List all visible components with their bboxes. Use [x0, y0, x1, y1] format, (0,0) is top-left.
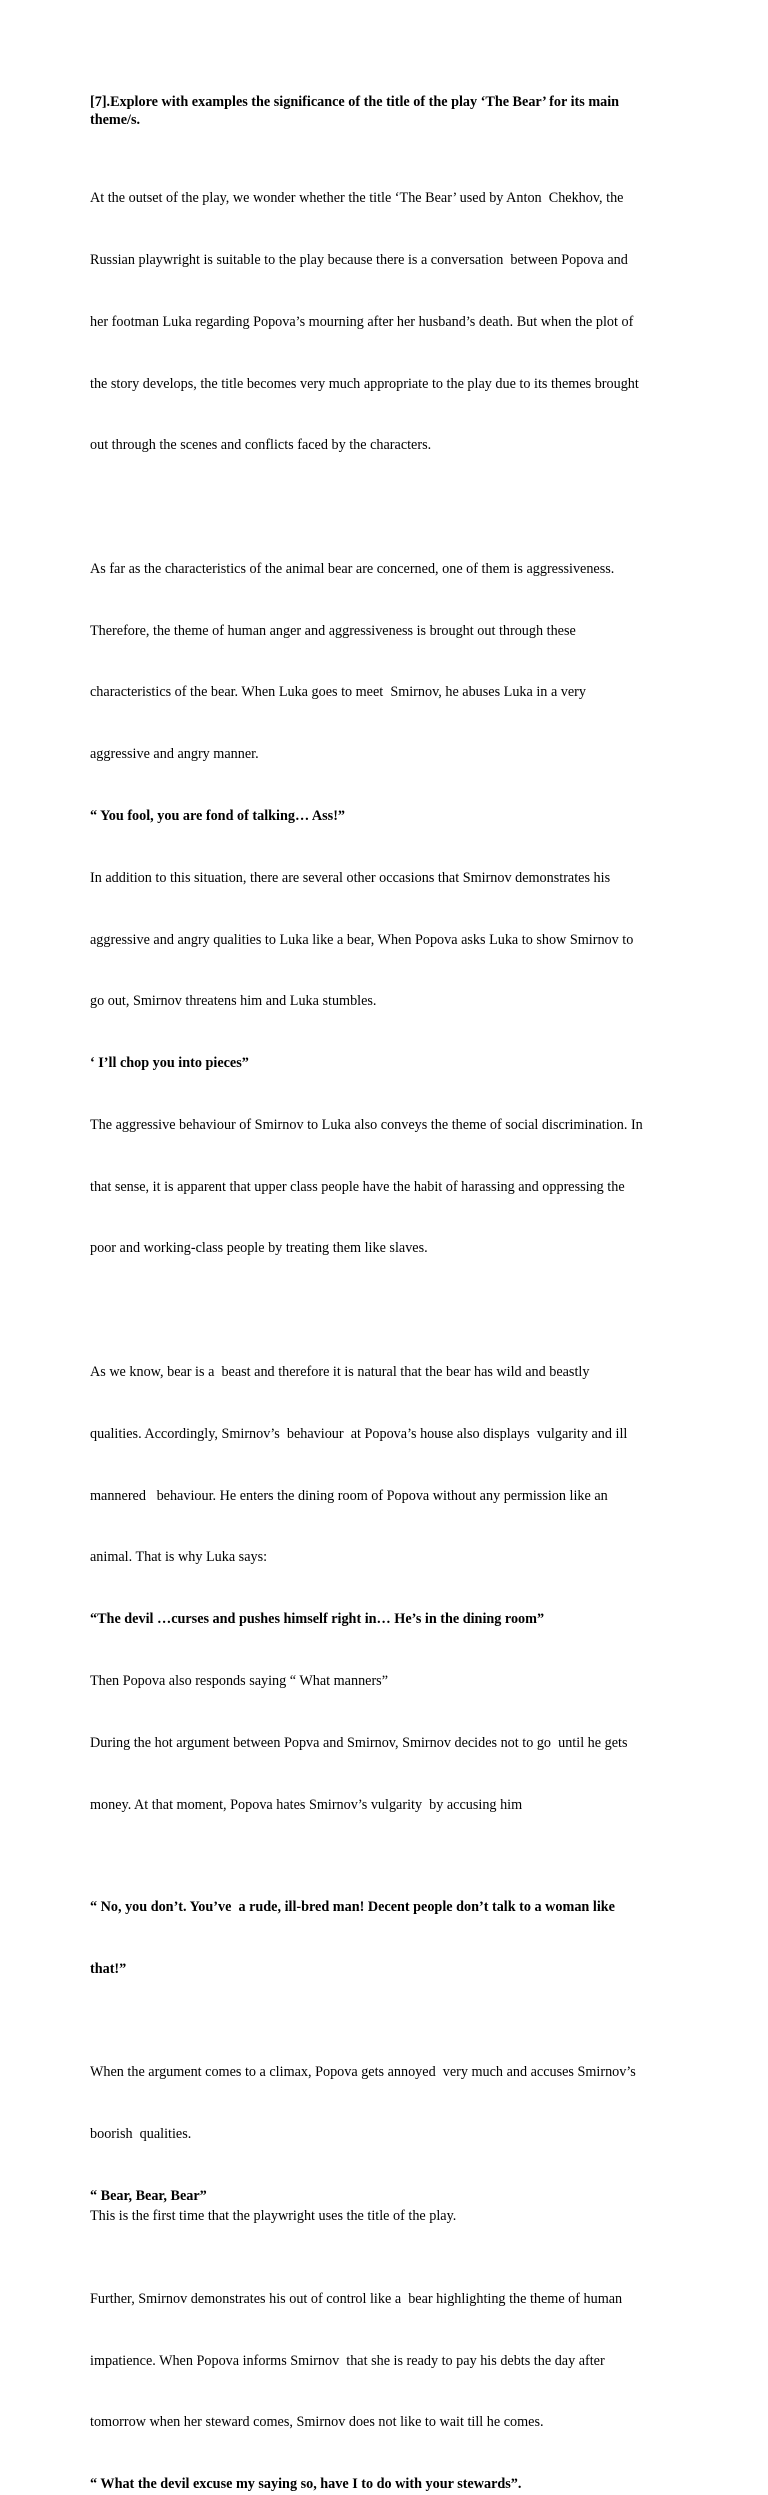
quote-chop: ‘ I’ll chop you into pieces”: [90, 1055, 249, 1072]
impatience-paragraph: Further, Smirnov demonstrates his out of control like a bear highlighting the theme of human impatience. When Popova informs Smirnov that she is ready to pay his debts the day after tomorrow when her steward comes, Smirnov does not like to wait till he comes.: [90, 2290, 623, 2431]
discrimination-paragraph: The aggressive behaviour of Smirnov to Luka also conveys the theme of social discrimination. In that sense, it is apparent that upper class people have the habit of harassing and oppressing the poor and working-class people by treating them like slaves.: [90, 1116, 643, 1257]
quote-fool: “ You fool, you are fond of talking… Ass!”: [90, 808, 346, 824]
first-time-title-line: This is the first time that the playwright uses the title of the play.: [90, 2208, 457, 2225]
aggressiveness-paragraph: As far as the characteristics of the animal bear are concerned, one of them is aggressiveness. Therefore, the theme of human anger and aggressiveness is brought out through these characteristics of the bear. When Luka goes to meet Smirnov, he abuses Luka in a very aggressive and angry manner.: [90, 560, 615, 763]
beast-paragraph: As we know, bear is a beast and therefore it is natural that the bear has wild and beastly qualities. Accordingly, Smirnov’s behaviour at Popova’s house also displays vulgarity and ill mannered behaviour. He enters the dining room of Popova without any permission like an animal. That is why Luka says:: [90, 1364, 628, 1566]
quote-stewards: “ What the devil excuse my saying so, have I to do with your stewards”.: [90, 2476, 522, 2493]
question-heading: [7].Explore with examples the significance of the title of the play ‘The Bear’ for its main theme/s.: [90, 94, 620, 128]
quote-bear-bear-bear: “ Bear, Bear, Bear”: [90, 2187, 207, 2204]
climax-paragraph: When the argument comes to a climax, Popova gets annoyed very much and accuses Smirnov’s boorish qualities.: [90, 2064, 636, 2142]
quote-ill-bred: “ No, you don’t. You’ve a rude, ill-bred man! Decent people don’t talk to a woman like that!”: [90, 1899, 615, 1978]
occasions-paragraph: In addition to this situation, there are several other occasions that Smirnov demonstrates his aggressive and angry qualities to Luka like a bear, When Popova asks Luka to show Smirnov to go out, Smirnov threatens him and Luka stumbles.: [90, 869, 634, 1010]
argument-paragraph: Then Popova also responds saying “ What manners” During the hot argument between Popva and Smirnov, Smirnov decides not to go until he gets money. At that moment, Popova hates Smirnov’s vulgarity by accusing him: [90, 1672, 628, 1813]
document-page: [90, 94, 682, 2495]
intro-paragraph: At the outset of the play, we wonder whether the title ‘The Bear’ used by Anton Chekhov, the Russian playwright is suitable to the play because there is a conversation between Popova and her footman Luka regarding Popova’s mourning after her husband’s death. But when the plot of the story develops, the title becomes very much appropriate to the play due to its themes brought out through the scenes and conflicts faced by the characters.: [90, 190, 639, 454]
quote-devil-dining-room: “The devil …curses and pushes himself right in… He’s in the dining room”: [90, 1611, 545, 1628]
